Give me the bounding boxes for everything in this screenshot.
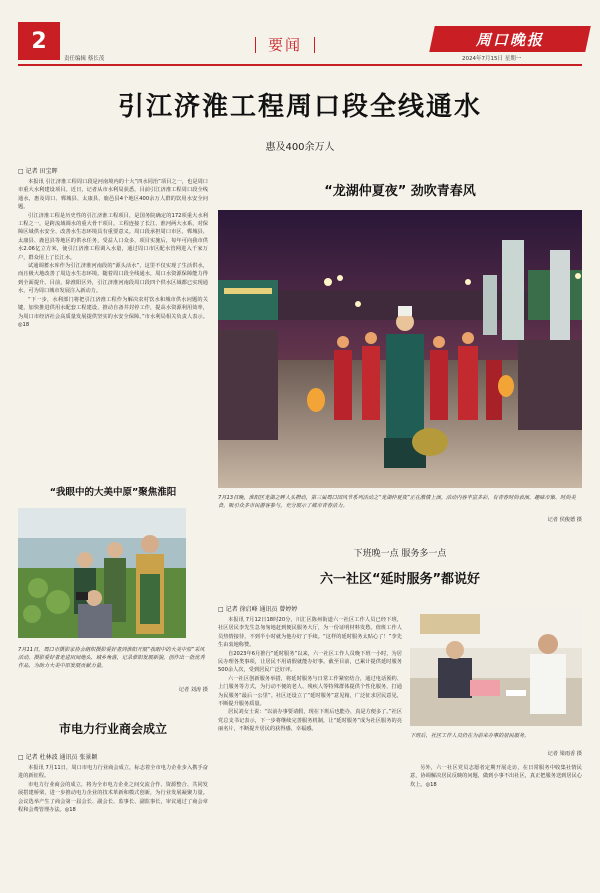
page-number-badge [18,22,60,60]
chamber-headline: 市电力行业商会成立 [58,722,167,736]
community-article-continued [410,764,582,876]
service-counter-image [410,608,582,726]
section-title: 要闻 [268,36,303,54]
page-header [0,0,600,68]
photo-story-photo [18,508,186,638]
community-paragraph: 本报讯 7月12日18时20分，川汇区陈州街道六一社区工作人员已经下班，社区居民李先生急匆匆地赶到便民服务大厅，为一份证明材料发愁。值班工作人员热情接待，不到半小时就为他办好了手续。“这样的延时服务太贴心了！”李先生由衷地称赞。 [218,617,402,649]
festival-caption: 7月13日晚，淮阳区龙湖之畔人头攒动，第三届周口国风节系列活动之“龙湖仲夏夜”正在激情上演。活动内容丰富多彩，有青春时尚表演、趣味市集、时尚美食，吸引众多市民游客参与，充分展示了城市青春活力。 [218,495,576,509]
festival-headline: “龙湖仲夏夜” 劲吹青春风 [324,184,476,199]
community-headline: 六一社区“延时服务”都说好 [319,572,481,587]
community-photo-credit: 记者 梁雨香 摄 [547,751,582,757]
photo-story-headline: “我眼中的大美中原”聚焦淮阳 [49,487,177,498]
lead-headline: 引江济淮工程周口段全线通水 [117,92,482,122]
chamber-byline: □ 记者 杜林波 通讯员 张景颖 [18,752,97,761]
lead-paragraph: “下一步，水利部门将把引江济淮工程作为解决农村饮水和城市供水问题的关键，加快推进供用水配套工程建设，推动自备井封停工作，提高水资源利用效率，为周口市经济社会高质量发展提供坚实的水安全保障。”市水利局相关负责人表示。◎18 [18,296,208,328]
lead-subheadline: 惠及400余万人 [265,142,335,153]
lead-paragraph: 引江济淮工程是历史性的引江济淮工程项目，是国务院确定的172项重大水利工程之一，是跨流域调水的重大骨干项目。工程连接了长江、淮河两大水系，对保障区域供水安全、改善水生态环境具有重要意义。周口段承担周口市区、郸城县、太康县、鹿邑县等地区的供水任务，受益人口众多，项目实施后，每年可向我市供水2.06亿立方米，使引江济淮工程调入水量，通过周口市区配水管网进入千家万户，群众用上了长江水。 [18,212,208,261]
community-paragraph: 六一社区创新服务举措，将延时服务与日常工作紧密结合，通过电话预约、上门服务等方式，为行动不便的老人、残疾人等特殊群体提供个性化服务，打通为民服务“最后一公里”。社区还设立了“延时服务”意见箱，广泛征求居民意见，不断提升服务质量。 [218,675,402,708]
header-rule [18,64,582,66]
issue-date: 2024年7月15日 星期一 [462,56,522,62]
masthead-name: 周口晚报 [475,30,544,49]
lead-paragraph: 本报讯 引江济淮工程周口段是河南境内的十大“四水同治”项目之一，也是周口市重大水利建设项目。近日，记者从市水利局获悉，目前引江济淮工程周口段全线通水，惠及周口、郸城县、太康县、鹿邑县4个地区400余万人群的饮用水安全问题。 [18,179,208,211]
section-label [255,34,315,55]
community-kicker: 下班晚一点 服务多一点 [353,549,447,559]
masthead [429,26,591,52]
community-paragraph: 另外，六一社区党员志愿者定期开展走访，在日常服务中收集社情民意，协调解决居民反映的问题，做到小事不出社区，真正把服务送到居民心坎上。◎18 [410,765,582,788]
editor-credit: 责任编辑 蔡长茂 [64,56,105,62]
festival-photo-credit: 记者 侯俊德 摄 [547,517,582,523]
community-caption: 下班后，社区工作人员仍在为前来办事的居民服务。 [410,733,530,739]
lead-article-body [18,178,208,470]
community-photo [410,608,582,726]
festival-night-scene-image [218,210,582,488]
photo-story-caption: 7月11日，周口市摄影家协会组织摄影爱好者到淮阳开展“我眼中的大美中原”采风活动。摄影爱好者走进田间地头、城乡角落，记录淮阳发展新貌，创作出一批优秀作品，为助力大美中原发展贡献力量。 [18,647,205,669]
community-paragraph: 居民刘女士说：“以前办事要请假，现在下班后也能办，真是方便多了。”社区党总支书记表示，下一步将继续完善服务机制，让“延时服务”成为社区服务的亮丽名片，不断提升居民的获得感、幸福感。 [218,709,402,733]
photographers-field-image [18,508,186,638]
community-paragraph: 自2023年6月推行“延时服务”以来，六一社区工作人员晚下班一小时，为居民办理各类事项，让居民不用请假就能办好事。截至目前，已累计提供延时服务500余人次，受到居民广泛好评。 [218,650,402,674]
lead-paragraph: 试通调蓄水库作为引江济淮河南段的“源头活水”，这里不仅实现了生活供水，而且极大地改善了周边水生态环境。随着周口段全线通水，周口水资源保障能力得到全面提升。目前，除淮阳区外，引江济淮河南段周口段四个供水区域都已实现通水，可为周口城市发展注入新动力。 [18,263,208,295]
festival-photo [218,210,582,488]
community-byline: □ 记者 徐启峰 通讯员 曾婷婷 [218,604,297,613]
chamber-article-body [18,764,208,876]
page-number: 2 [31,28,47,54]
community-article-body [218,616,402,878]
lead-byline: □ 记者 田宝晖 [18,166,58,175]
chamber-paragraph: 市电力行业商会的成立，将为全市电力企业之间交流合作、资源整合、共同发展搭建桥梁，进一步推动电力企业的技术革新和模式创新，为行业发展凝聚力量。会议选举产生了商会第一届会长、副会长、监事长、副监事长，审议通过了商会章程和会费管理办法。◎18 [18,781,208,814]
chamber-paragraph: 本报讯 7月11日，周口市电力行业商会成立，标志着全市电力企业步入携手奋进的新征程。 [18,765,208,780]
photo-story-credit: 记者 刘涛 摄 [178,687,208,693]
